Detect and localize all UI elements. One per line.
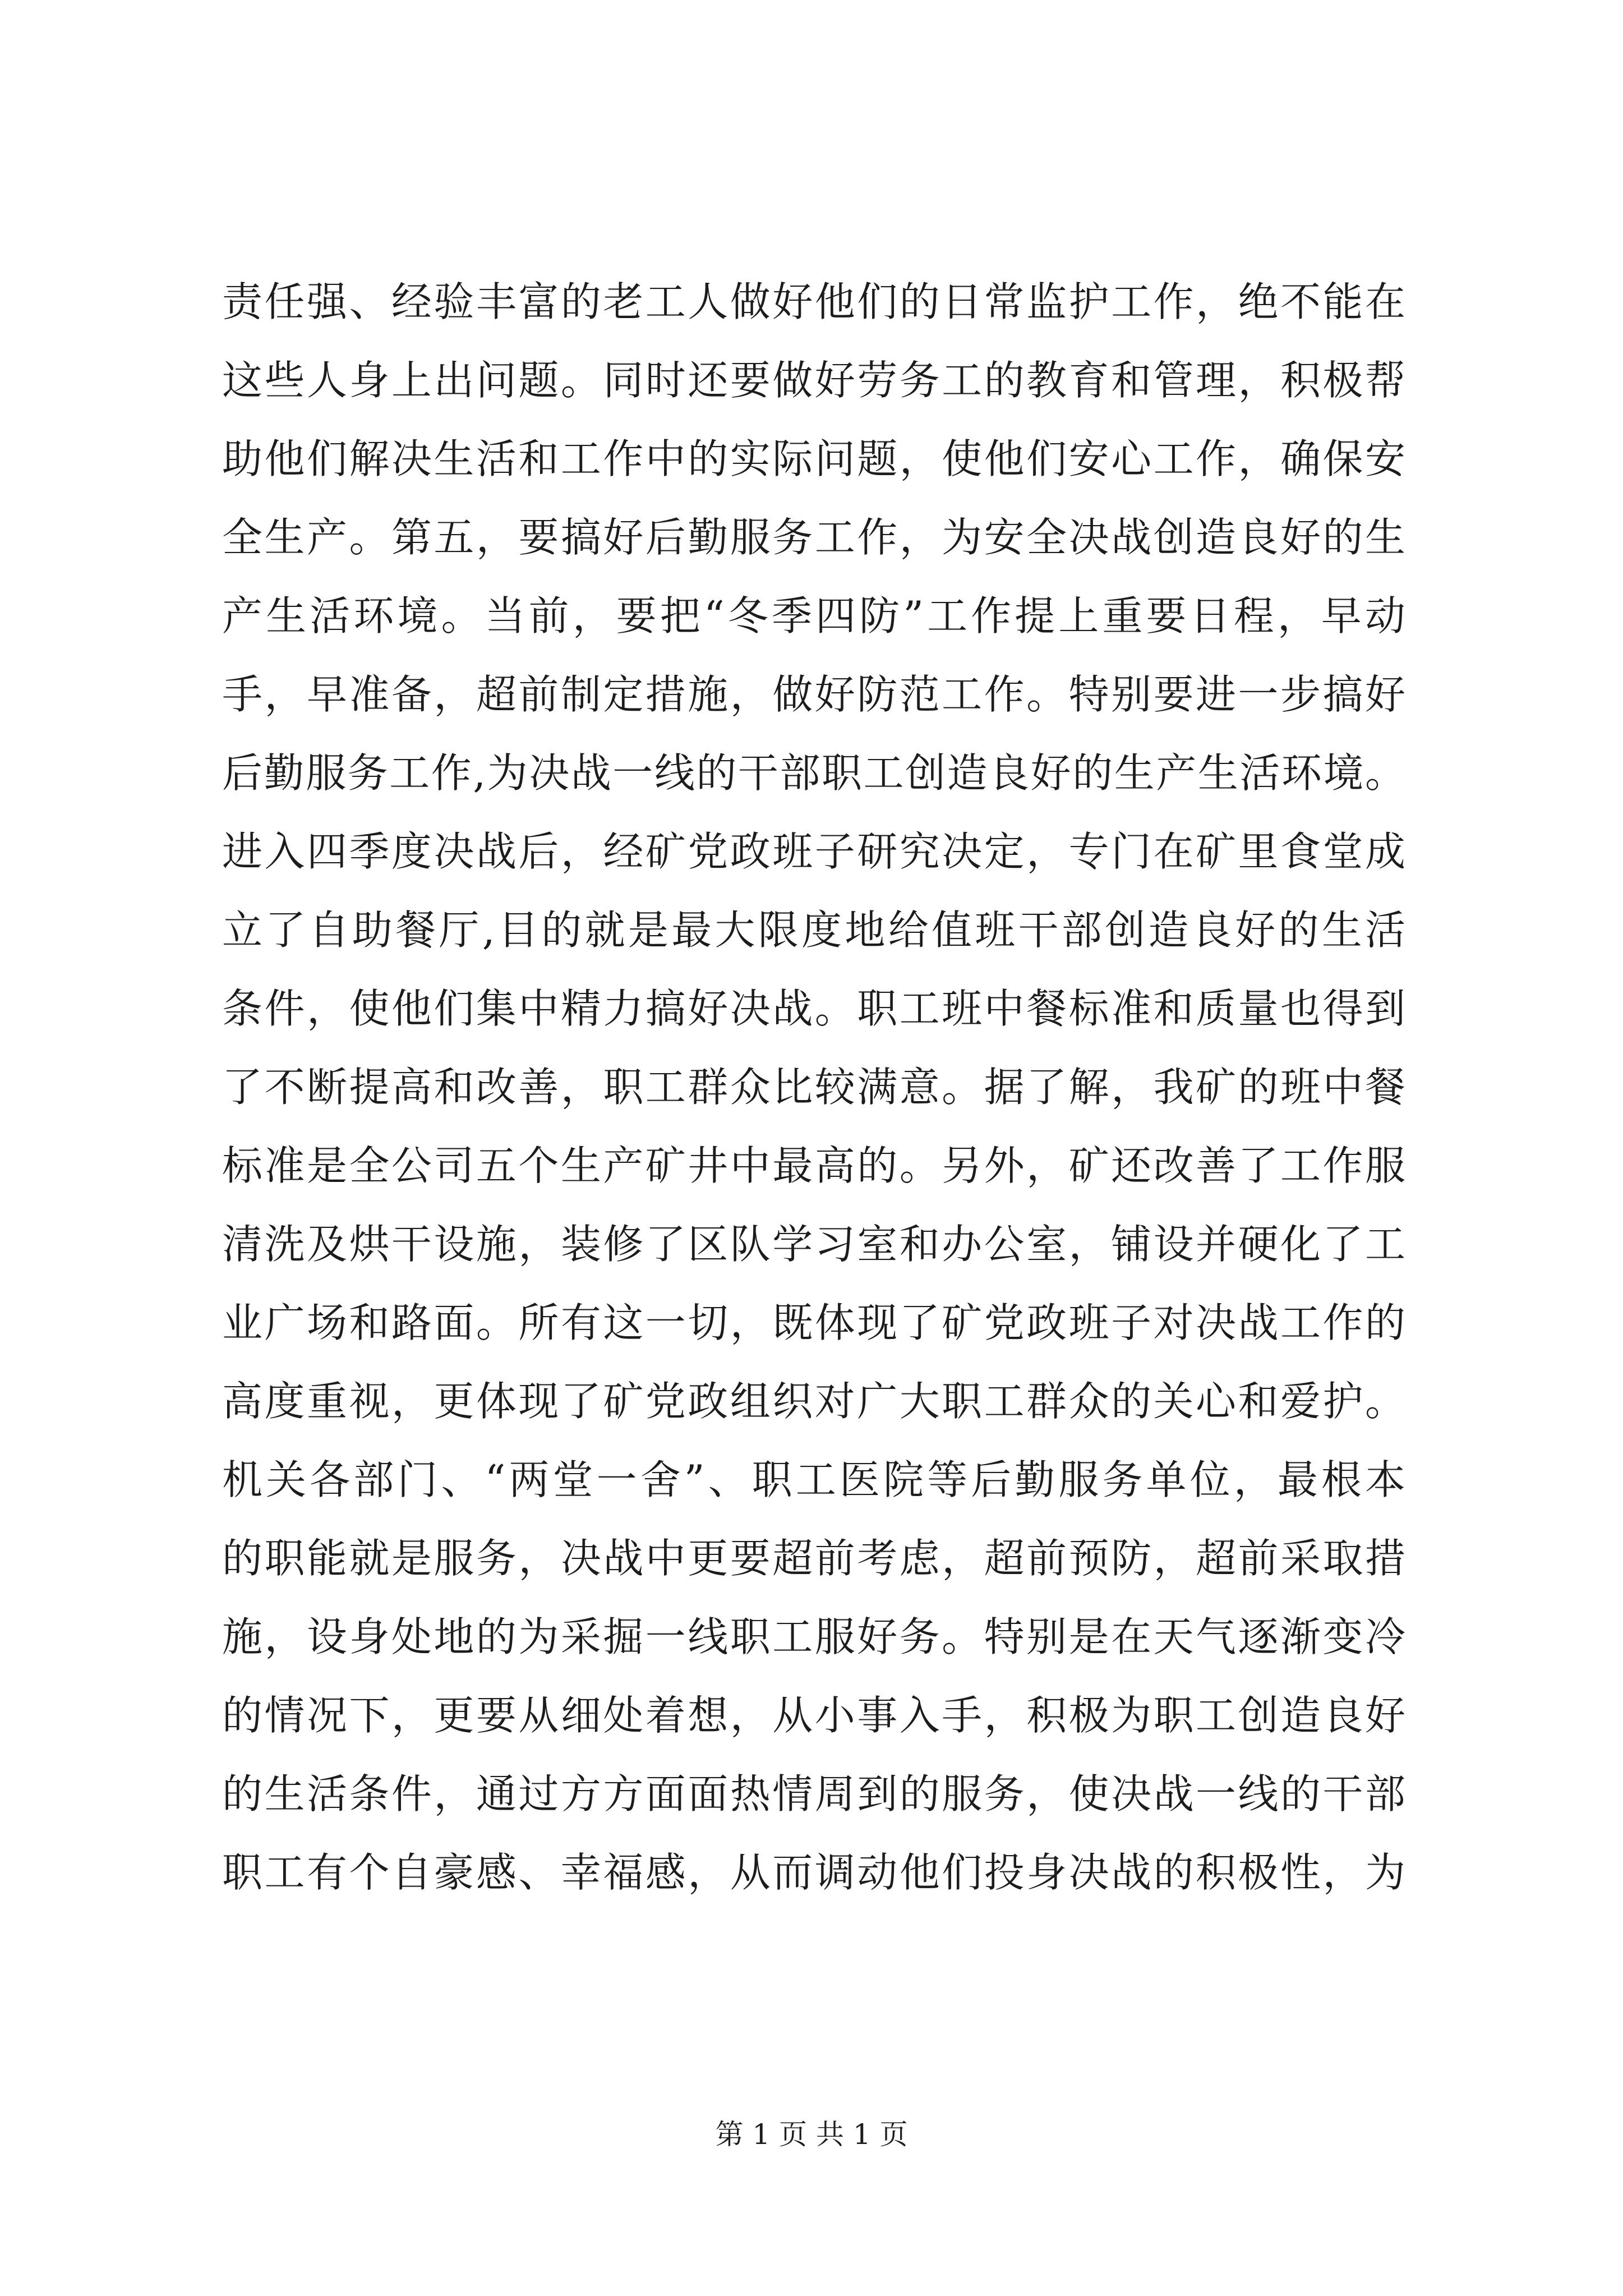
- text-line-12: 标准是全公司五个生产矿井中最高的。另外，矿还改善了工作服: [222, 1142, 1405, 1189]
- page-footer: 第 1 页 共 1 页: [715, 2118, 908, 2151]
- text-line-15: 高度重视，更体现了矿党政组织对广大职工群众的关心和爱护。: [222, 1378, 1405, 1425]
- text-line-20: 的生活条件，通过方方面面热情周到的服务，使决战一线的干部: [222, 1770, 1405, 1818]
- text-line-2: 这些人身上出问题。同时还要做好劳务工的教育和管理，积极帮: [222, 357, 1405, 404]
- text-line-21: 职工有个自豪感、幸福感，从而调动他们投身决战的积极性，为: [222, 1849, 1405, 1896]
- text-line-3: 助他们解决生活和工作中的实际问题，使他们安心工作，确保安: [222, 435, 1405, 482]
- text-line-5: 产生活环境。当前，要把“冬季四防”工作提上重要日程，早动: [222, 592, 1405, 639]
- text-line-16: 机关各部门、“两堂一舍”、职工医院等后勤服务单位，最根本: [222, 1456, 1405, 1503]
- text-line-17: 的职能就是服务，决战中更要超前考虑，超前预防，超前采取措: [222, 1535, 1405, 1582]
- text-line-8: 进入四季度决战后，经矿党政班子研究决定，专门在矿里食堂成: [222, 828, 1405, 875]
- text-line-13: 清洗及烘干设施，装修了区队学习室和办公室，铺设并硬化了工: [222, 1221, 1405, 1268]
- text-line-6: 手，早准备，超前制定措施，做好防范工作。特别要进一步搞好: [222, 671, 1405, 718]
- text-line-7: 后勤服务工作,为决战一线的干部职工创造良好的生产生活环境。: [222, 749, 1405, 797]
- text-line-4: 全生产。第五，要搞好后勤服务工作，为安全决战创造良好的生: [222, 514, 1405, 561]
- text-line-11: 了不断提高和改善，职工群众比较满意。据了解，我矿的班中餐: [222, 1064, 1405, 1111]
- text-line-18: 施，设身处地的为采掘一线职工服好务。特别是在天气逐渐变冷: [222, 1613, 1405, 1660]
- body-text: [222, 263, 1405, 1912]
- text-line-10: 条件，使他们集中精力搞好决战。职工班中餐标准和质量也得到: [222, 985, 1405, 1032]
- text-line-9: 立了自助餐厅,目的就是最大限度地给值班干部创造良好的生活: [222, 907, 1405, 954]
- text-line-14: 业广场和路面。所有这一切，既体现了矿党政班子对决战工作的: [222, 1299, 1405, 1346]
- text-line-1: 责任强、经验丰富的老工人做好他们的日常监护工作，绝不能在: [222, 278, 1405, 325]
- text-line-19: 的情况下，更要从细处着想，从小事入手，积极为职工创造良好: [222, 1692, 1405, 1739]
